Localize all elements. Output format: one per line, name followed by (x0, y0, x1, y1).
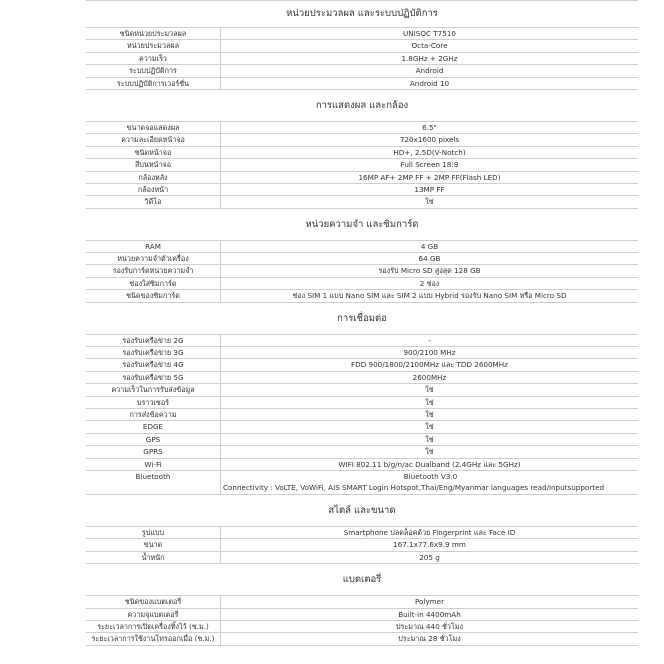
spec-label: Wi-Fi (86, 459, 221, 470)
spec-label: น้ำหนัก (86, 552, 221, 563)
spec-value: ใช่ (425, 397, 434, 407)
spec-label: ความเร็ว (86, 53, 221, 64)
spec-label: RAM (86, 241, 221, 252)
spec-row (86, 347, 638, 359)
spec-label: กล้องหลัง (86, 172, 221, 183)
spec-value: 900/2100 MHz (403, 348, 456, 358)
spec-value: 4 GB (420, 241, 439, 251)
spec-row (86, 290, 638, 302)
spec-row (86, 359, 638, 371)
spec-label: หน่วยประมวลผล (86, 40, 221, 51)
spec-value: HD+, 2.5D(V-Notch) (393, 147, 466, 157)
spec-row (86, 552, 638, 564)
spec-row (86, 147, 638, 159)
spec-row (86, 384, 638, 396)
spec-row (86, 241, 638, 253)
spec-label: การส่งข้อความ (86, 409, 221, 420)
spec-label: ขนาดจอแสดงผล (86, 122, 221, 133)
spec-value: 16MP AF+ 2MP FF + 2MP FF(Flash LED) (358, 172, 501, 182)
spec-row (86, 40, 638, 52)
spec-label: ความเร็วในการรับส่งข้อมูล (86, 384, 221, 395)
spec-row (86, 335, 638, 347)
spec-value: ประมาณ 440 ชั่วโมง (395, 621, 464, 631)
spec-row (86, 539, 638, 551)
spec-label: รองรับเครือข่าย 4G (86, 359, 221, 370)
spec-value: Octa-Core (411, 41, 448, 51)
spec-label: ระบบปฏิบัติการเวอร์ชั่น (86, 78, 221, 89)
spec-label: EDGE (86, 421, 221, 432)
spec-label: ชนิดหน่วยประมวลผล (86, 28, 221, 39)
spec-label: ขนาด (86, 539, 221, 550)
spec-label: ระยะเวลาการเปิดเครื่องทิ้งไว้ (ช.ม.) (86, 621, 221, 632)
spec-label: GPS (86, 434, 221, 445)
spec-label: ความจุแบตเตอรี่ (86, 609, 221, 620)
spec-row (86, 409, 638, 421)
spec-label: ความละเอียดหน้าจอ (86, 134, 221, 145)
spec-label: ชนิดของแบตเตอรี่ (86, 596, 221, 607)
spec-label: ระบบปฏิบัติการ (86, 65, 221, 76)
spec-label: รองรับเครือข่าย 5G (86, 372, 221, 383)
spec-table (86, 0, 638, 646)
spec-row (86, 53, 638, 65)
spec-value: Smartphone ปลดล็อคด้วย Fingerprint และ Face ID (343, 527, 516, 537)
spec-row (86, 159, 638, 171)
spec-value (221, 471, 638, 494)
spec-value: ใช่ (425, 447, 434, 457)
spec-row (86, 609, 638, 621)
spec-row (86, 633, 638, 645)
section-title: การเชื่อมต่อ (86, 303, 638, 335)
spec-label: ช่องใส่ซิมการ์ด (86, 278, 221, 289)
spec-value-line: Connectivity : VoLTE, VoWiFi, AIS SMART Login Hotspot,Thai/Eng/Myanmar languages read/inputsupported (223, 483, 605, 493)
spec-value: ช่อง SIM 1 แบบ Nano SIM และ SIM 2 แบบ Hybrid รองรับ Nano SIM หรือ Micro SD (292, 291, 567, 301)
section-title: หน่วยประมวลผล และระบบปฏิบัติการ (86, 0, 638, 28)
spec-row (86, 172, 638, 184)
spec-row (86, 421, 638, 433)
spec-row (86, 265, 638, 277)
spec-label: สีบนหน้าจอ (86, 159, 221, 170)
spec-label: Bluetooth (86, 471, 221, 494)
spec-row (86, 122, 638, 134)
spec-label: วิดีโอ (86, 196, 221, 207)
spec-value: 720x1600 pixels (399, 135, 460, 145)
section-title: การแสดงผล และกล้อง (86, 90, 638, 122)
spec-row (86, 184, 638, 196)
spec-value: ใช่ (425, 385, 434, 395)
spec-value: Polymer (414, 597, 445, 607)
spec-row (86, 621, 638, 633)
section-title: สไตล์ และขนาด (86, 495, 638, 527)
spec-label: GPRS (86, 446, 221, 457)
spec-value: FDD 900/1800/2100MHz และ TDD 2600MHz (351, 360, 508, 370)
section-title: หน่วยความจำ และซิมการ์ด (86, 209, 638, 241)
spec-label: รองรับเครือข่าย 2G (86, 335, 221, 346)
spec-value: 167.1x77.6x9.9 mm (393, 540, 466, 550)
spec-value: - (428, 335, 431, 345)
spec-row (86, 65, 638, 77)
spec-row (86, 459, 638, 471)
spec-label: หน่วยความจำตัวเครื่อง (86, 253, 221, 264)
spec-value: Built-in 4400mAh (398, 609, 461, 619)
spec-row (86, 196, 638, 208)
spec-value: ประมาณ 28 ชั่วโมง (398, 634, 461, 644)
spec-value: WIFI 802.11 b/g/n/ac Dualband (2.4GHz และ 5GHz) (338, 459, 521, 469)
spec-value-line: Bluetooth V3.0 (403, 471, 458, 481)
spec-value: Full Screen 18:9 (400, 160, 459, 170)
spec-value: ใช่ (425, 197, 434, 207)
spec-label: ระยะเวลาการใช้งานโทรออกเมื่อ (ช.ม.) (86, 633, 221, 644)
spec-value: ใช่ (425, 434, 434, 444)
spec-label: ชนิดหน้าจอ (86, 147, 221, 158)
section-title: แบตเตอรี่ (86, 564, 638, 596)
spec-value: ใช่ (425, 422, 434, 432)
spec-row (86, 397, 638, 409)
spec-row (86, 134, 638, 146)
spec-row (86, 434, 638, 446)
spec-value: Android 10 (409, 78, 450, 88)
spec-row (86, 471, 638, 495)
spec-label: รองรับเครือข่าย 3G (86, 347, 221, 358)
spec-label: รูปแบบ (86, 527, 221, 538)
spec-row (86, 78, 638, 90)
spec-row (86, 278, 638, 290)
spec-label: กล้องหน้า (86, 184, 221, 195)
spec-value: 64 GB (418, 254, 441, 264)
spec-value: 205 g (419, 552, 440, 562)
spec-value: 2 ช่อง (419, 278, 440, 288)
spec-row (86, 28, 638, 40)
spec-value: 1.8GHz + 2GHz (401, 53, 458, 63)
spec-value: Android (415, 66, 444, 76)
spec-value: 2600MHz (412, 372, 447, 382)
spec-value: 13MP FF (414, 184, 445, 194)
spec-value: ใช่ (425, 409, 434, 419)
spec-row (86, 527, 638, 539)
spec-value: UNISOC T7510 (403, 29, 456, 38)
spec-row (86, 446, 638, 458)
spec-row (86, 596, 638, 608)
spec-row (86, 253, 638, 265)
spec-value: รองรับ Micro SD สูงสุด 128 GB (378, 266, 481, 276)
spec-label: บราวเซอร์ (86, 397, 221, 408)
spec-row (86, 372, 638, 384)
spec-value: 6.5" (422, 122, 437, 132)
spec-label: ชนิดของซิมการ์ด (86, 290, 221, 301)
spec-label: รองรับการ์ดหน่วยความจำ (86, 265, 221, 276)
